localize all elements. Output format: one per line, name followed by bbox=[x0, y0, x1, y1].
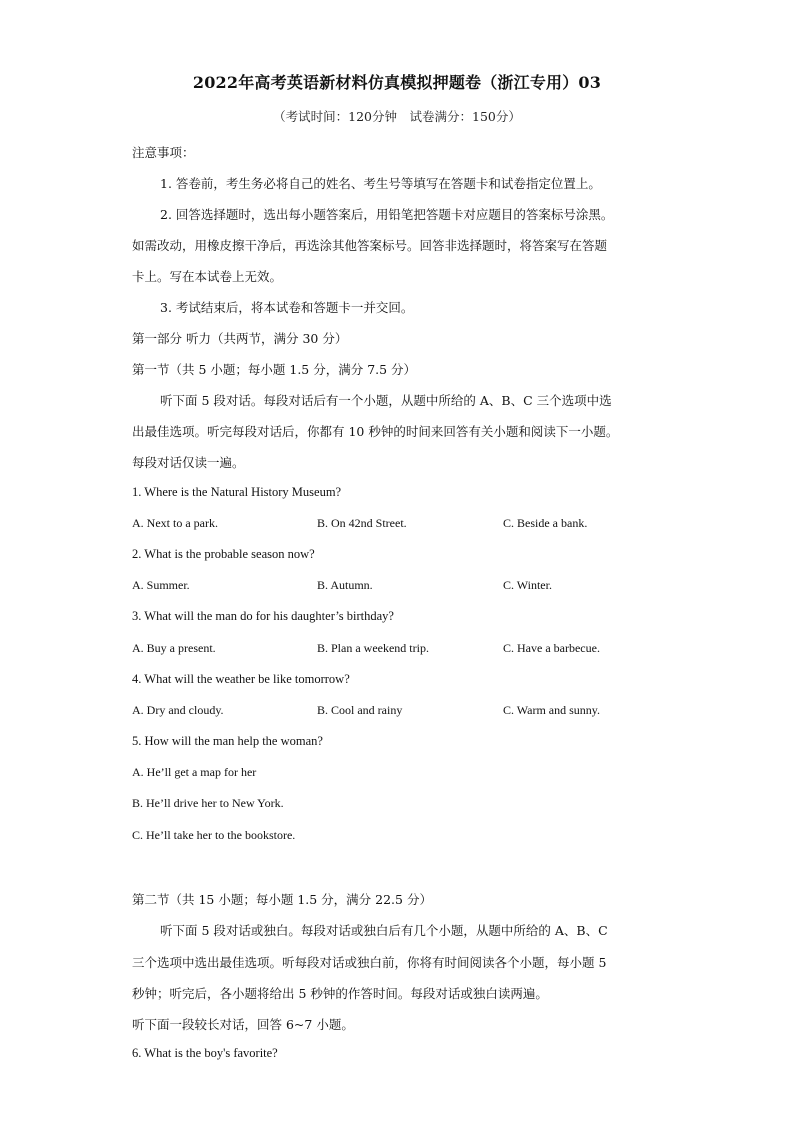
notice-item-1: 1. 答卷前，考生务必将自己的姓名、考生号等填写在答题卡和试卷指定位置上。 bbox=[160, 176, 601, 191]
question-5: 5. How will the man help the woman? bbox=[132, 734, 323, 748]
notice-item-3: 3. 考试结束后，将本试卷和答题卡一并交回。 bbox=[160, 300, 414, 315]
question-4-option-b: B. Cool and rainy bbox=[317, 703, 403, 717]
question-2-option-b: B. Autumn. bbox=[317, 578, 373, 592]
section2-instructions: 秒钟；听完后，各小题将给出 5 秒钟的作答时间。每段对话或独白读两遍。 bbox=[132, 986, 548, 1001]
question-3: 3. What will the man do for his daughter’s birthday? bbox=[132, 609, 394, 623]
section1-instructions: 出最佳选项。听完每段对话后，你都有 10 秒钟的时间来回答有关小题和阅读下一小题。 bbox=[132, 424, 619, 439]
section2-heading: 第二节（共 15 小题；每小题 1.5 分，满分 22.5 分） bbox=[132, 892, 432, 907]
question-3-option-a: A. Buy a present. bbox=[132, 641, 216, 655]
question-3-option-b: B. Plan a weekend trip. bbox=[317, 641, 429, 655]
section1-instructions: 听下面 5 段对话。每段对话后有一个小题，从题中所给的 A、B、C 三个选项中选 bbox=[160, 393, 612, 408]
question-1-option-c: C. Beside a bank. bbox=[503, 516, 588, 530]
question-2: 2. What is the probable season now? bbox=[132, 547, 315, 561]
question-4-option-c: C. Warm and sunny. bbox=[503, 703, 601, 717]
exam-time-info: （考试时间：120分钟 试卷满分：150分） bbox=[273, 109, 521, 124]
notice-item-2-cont: 卡上。写在本试卷上无效。 bbox=[132, 269, 283, 284]
question-3-option-c: C. Have a barbecue. bbox=[503, 641, 600, 655]
section2-instructions: 听下面 5 段对话或独白。每段对话或独白后有几个小题，从题中所给的 A、B、C bbox=[160, 923, 608, 938]
question-5-option-c: C. He’ll take her to the bookstore. bbox=[132, 828, 296, 842]
question-1: 1. Where is the Natural History Museum? bbox=[132, 485, 342, 499]
question-2-option-a: A. Summer. bbox=[132, 578, 190, 592]
section2-instructions: 听下面一段较长对话，回答 6~7 小题。 bbox=[132, 1017, 354, 1032]
question-1-option-b: B. On 42nd Street. bbox=[317, 516, 407, 530]
question-5-option-b: B. He’ll drive her to New York. bbox=[132, 796, 284, 810]
notice-heading: 注意事项： bbox=[132, 145, 195, 160]
question-6: 6. What is the boy's favorite? bbox=[132, 1046, 278, 1060]
question-4: 4. What will the weather be like tomorrow? bbox=[132, 672, 350, 686]
section1-instructions: 每段对话仅读一遍。 bbox=[132, 455, 245, 470]
section1-heading: 第一节（共 5 小题；每小题 1.5 分，满分 7.5 分） bbox=[132, 362, 417, 377]
question-1-option-a: A. Next to a park. bbox=[132, 516, 218, 530]
notice-item-2: 2. 回答选择题时，选出每小题答案后，用铅笔把答题卡对应题目的答案标号涂黑。 bbox=[160, 207, 614, 222]
question-4-option-a: A. Dry and cloudy. bbox=[132, 703, 224, 717]
section2-instructions: 三个选项中选出最佳选项。听每段对话或独白前，你将有时间阅读各个小题，每小题 5 bbox=[132, 955, 607, 970]
question-2-option-c: C. Winter. bbox=[503, 578, 552, 592]
part1-heading: 第一部分 听力（共两节，满分 30 分） bbox=[132, 331, 348, 346]
page-title: 2022年高考英语新材料仿真模拟押题卷（浙江专用）03 bbox=[192, 73, 602, 92]
question-5-option-a: A. He’ll get a map for her bbox=[132, 765, 257, 779]
notice-item-2-cont: 如需改动，用橡皮擦干净后，再选涂其他答案标号。回答非选择题时，将答案写在答题 bbox=[132, 238, 608, 253]
